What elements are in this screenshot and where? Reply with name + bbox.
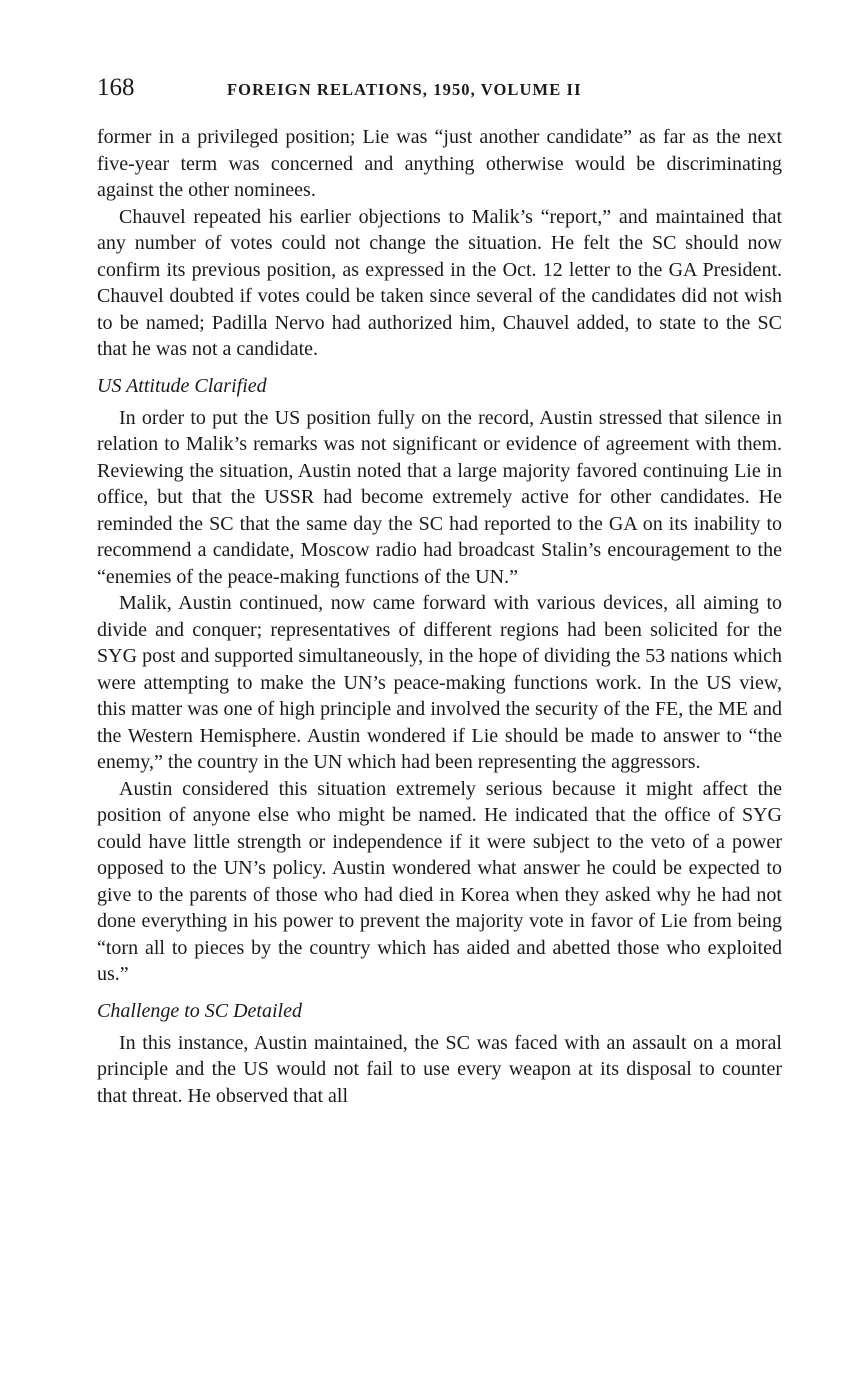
paragraph-continuation: former in a privileged position; Lie was “just another candidate” as far as the next five-year term was concerned and anything otherwise would be discriminating against the other nominees. <box>97 126 782 201</box>
page-header <box>97 74 782 114</box>
paragraph-austin-serious: Austin considered this situation extremely serious because it might affect the position of anyone else who might be named. He indicated that the office of SYG could have little strength or independence if it were subject to the veto of a power opposed to the UN’s policy. Austin wondered what answer he could be expected to give to the parents of those who had died in Korea when they asked why he had not done everything in his power to prevent the majority vote in favor of Lie from being “torn all to pieces by the country which has aided and abetted those who exploited us.” <box>97 777 782 985</box>
page-number: 168 <box>97 74 135 101</box>
running-head: FOREIGN RELATIONS, 1950, VOLUME II <box>227 80 582 99</box>
paragraph-moral-principle: In this instance, Austin maintained, the SC was faced with an assault on a moral principle and the US would not fail to use every weapon at its disposal to counter that threat. He observed that all <box>97 1031 782 1107</box>
document-page <box>97 74 782 1109</box>
paragraph-malik-devices: Malik, Austin continued, now came forward with various devices, all aiming to divide and conquer; representatives of different regions had been solicited for the SYG post and supported simultaneously, in the hope of dividing the 53 nations which were attempting to make the UN’s peace-making functions work. In the US view, this matter was one of high principle and involved the security of the FE, the ME and the Western Hemisphere. Austin wondered if Lie should be made to answer to “the enemy,” the country in the UN which had been representing the aggressors. <box>97 592 782 773</box>
paragraph-chauvel: Chauvel repeated his earlier objections to Malik’s “report,” and maintained that any number of votes could not change the situation. He felt the SC should now confirm its previous position, as expressed in the Oct. 12 letter to the GA President. Chauvel doubted if votes could be taken since several of the candidates did not wish to be named; Padilla Nervo had authorized him, Chauvel added, to state to the SC that he was not a candidate. <box>97 205 782 360</box>
section-heading-challenge: Challenge to SC Detailed <box>97 999 302 1022</box>
paragraph-us-position: In order to put the US position fully on the record, Austin stressed that silence in relation to Malik’s remarks was not significant or evidence of agreement with them. Reviewing the situation, Austin noted that a large majority favored continuing Lie in office, but that the USSR had become extremely active for other candidates. He reminded the SC that the same day the SC had reported to the GA on its inability to recommend a candidate, Moscow radio had broadcast Stalin’s encouragement to the “enemies of the peace-making functions of the UN.” <box>97 406 782 588</box>
section-heading-us-attitude: US Attitude Clarified <box>97 374 267 397</box>
